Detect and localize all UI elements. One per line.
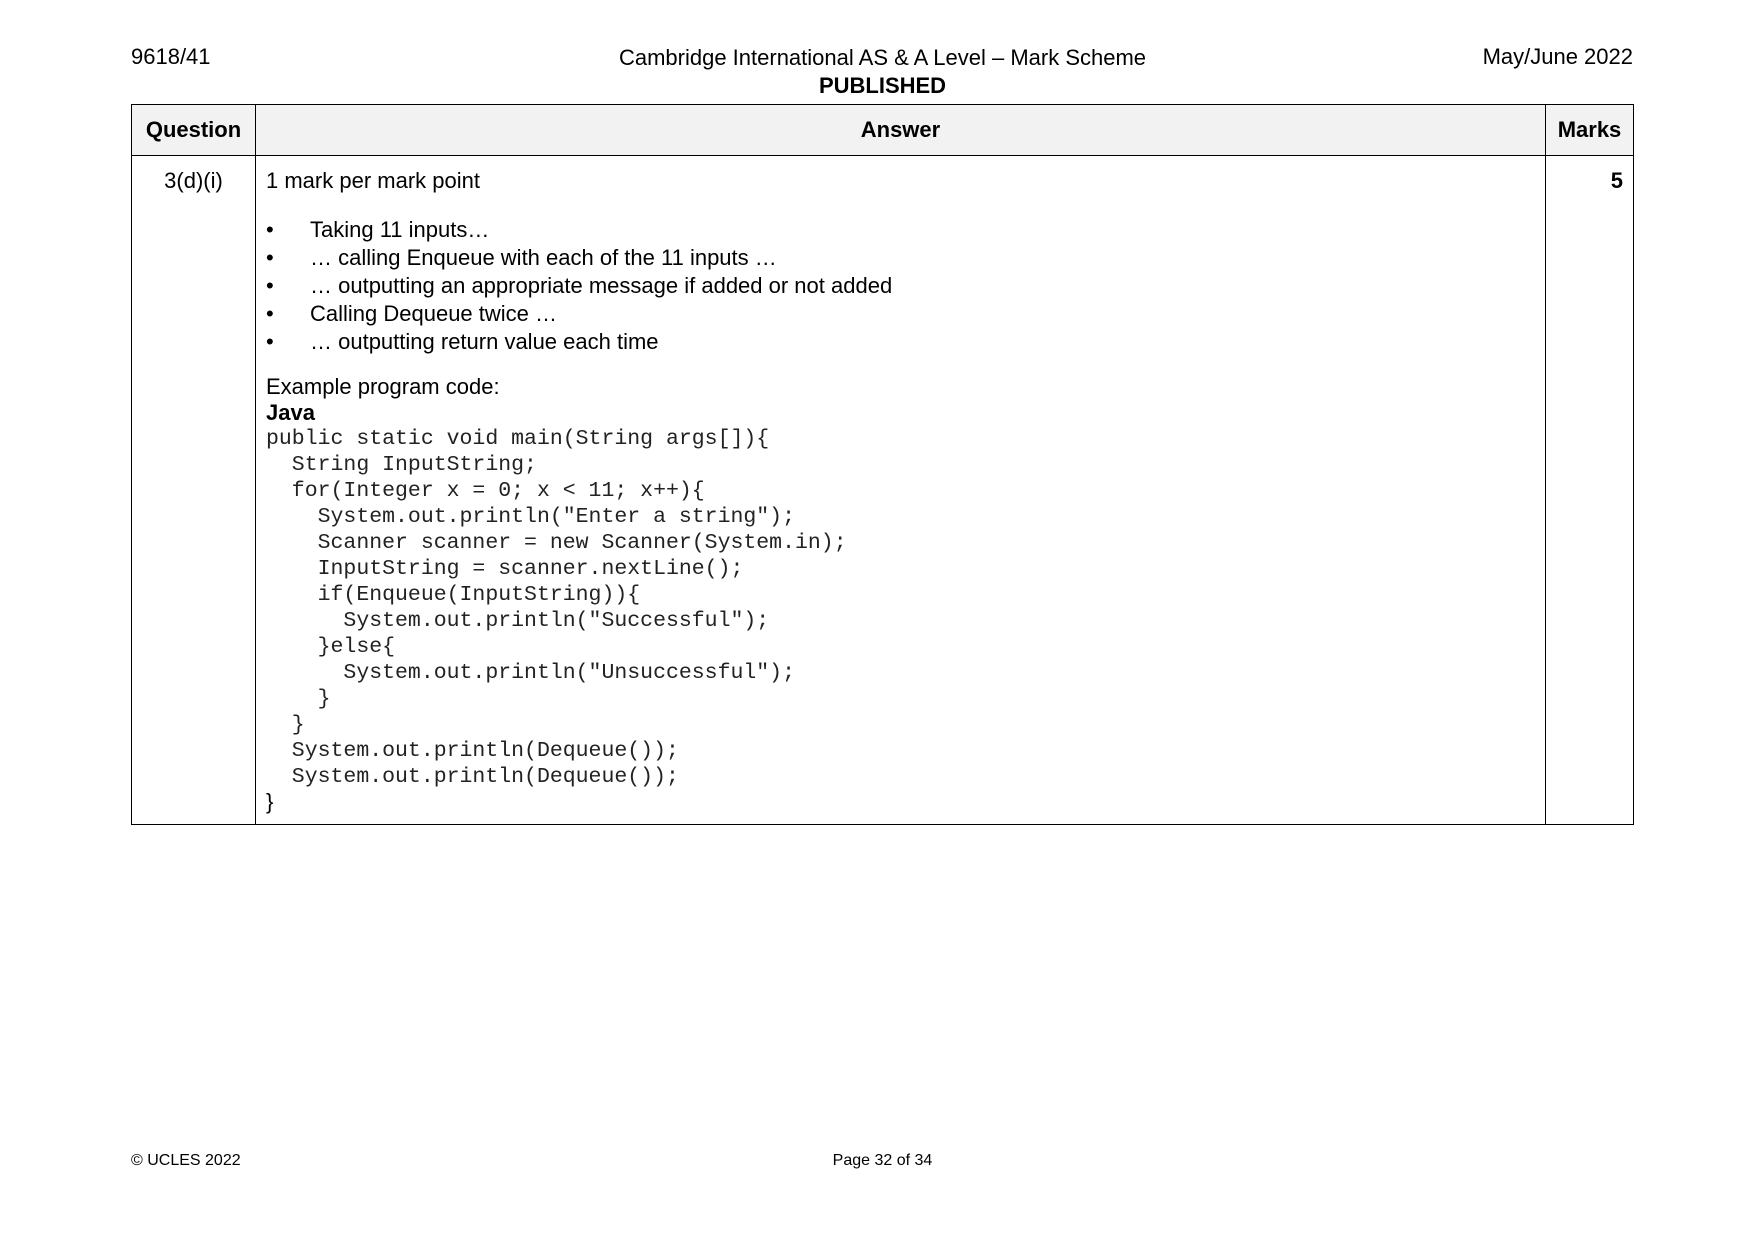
answer-cell [256, 156, 1546, 825]
code-line: } [266, 713, 305, 737]
mark-point [266, 300, 1535, 328]
code-line: }else{ [266, 635, 396, 659]
bullet-icon: • [266, 329, 274, 354]
code-line: System.out.println("Enter a string"); [266, 505, 795, 529]
marks-column-header: Marks [1546, 105, 1634, 156]
code-closing-brace: } [266, 789, 274, 814]
mark-point [266, 216, 1535, 244]
mark-scheme-table [131, 104, 1634, 825]
code-line: System.out.println(Dequeue()); [266, 739, 679, 763]
bullet-icon: • [266, 273, 274, 298]
paper-code: 9618/41 [131, 44, 211, 69]
code-line: InputString = scanner.nextLine(); [266, 557, 744, 581]
question-number: 3(d)(i) [132, 156, 256, 825]
mark-point-text: … calling Enqueue with each of the 11 inputs … [310, 245, 777, 270]
code-line: Scanner scanner = new Scanner(System.in); [266, 531, 847, 555]
code-line: System.out.println("Successful"); [266, 609, 770, 633]
document-title: Cambridge International AS & A Level – Mark Scheme [618, 45, 1147, 70]
bullet-icon: • [266, 301, 274, 326]
answer-column-header: Answer [256, 105, 1546, 156]
mark-point [266, 328, 1535, 356]
example-code-label: Example program code: [266, 374, 500, 399]
code-line: public static void main(String args[]){ [266, 427, 770, 451]
code-line: } [266, 687, 331, 711]
copyright-notice: © UCLES 2022 [131, 1152, 241, 1169]
table-header-row [132, 105, 1634, 156]
code-line: for(Integer x = 0; x < 11; x++){ [266, 479, 705, 503]
published-label: PUBLISHED [818, 73, 947, 98]
mark-point-text: Calling Dequeue twice … [310, 301, 558, 326]
page-number: Page 32 of 34 [832, 1152, 933, 1169]
code-line: String InputString; [266, 453, 537, 477]
code-line: if(Enqueue(InputString)){ [266, 583, 641, 607]
bullet-icon: • [266, 217, 274, 242]
table-row [132, 156, 1634, 825]
mark-point [266, 244, 1535, 272]
marking-instruction: 1 mark per mark point [266, 168, 480, 193]
language-label: Java [266, 400, 315, 425]
code-block [266, 426, 1535, 790]
question-column-header: Question [132, 105, 256, 156]
mark-point-text: … outputting return value each time [310, 329, 659, 354]
exam-session: May/June 2022 [1482, 44, 1633, 69]
mark-point [266, 272, 1535, 300]
mark-point-text: Taking 11 inputs… [310, 217, 490, 242]
bullet-icon: • [266, 245, 274, 270]
mark-point-text: … outputting an appropriate message if added or not added [310, 273, 893, 298]
code-line: System.out.println(Dequeue()); [266, 765, 679, 789]
code-line: System.out.println("Unsuccessful"); [266, 661, 795, 685]
marks-value: 5 [1546, 156, 1634, 825]
mark-points-list [266, 216, 1535, 356]
